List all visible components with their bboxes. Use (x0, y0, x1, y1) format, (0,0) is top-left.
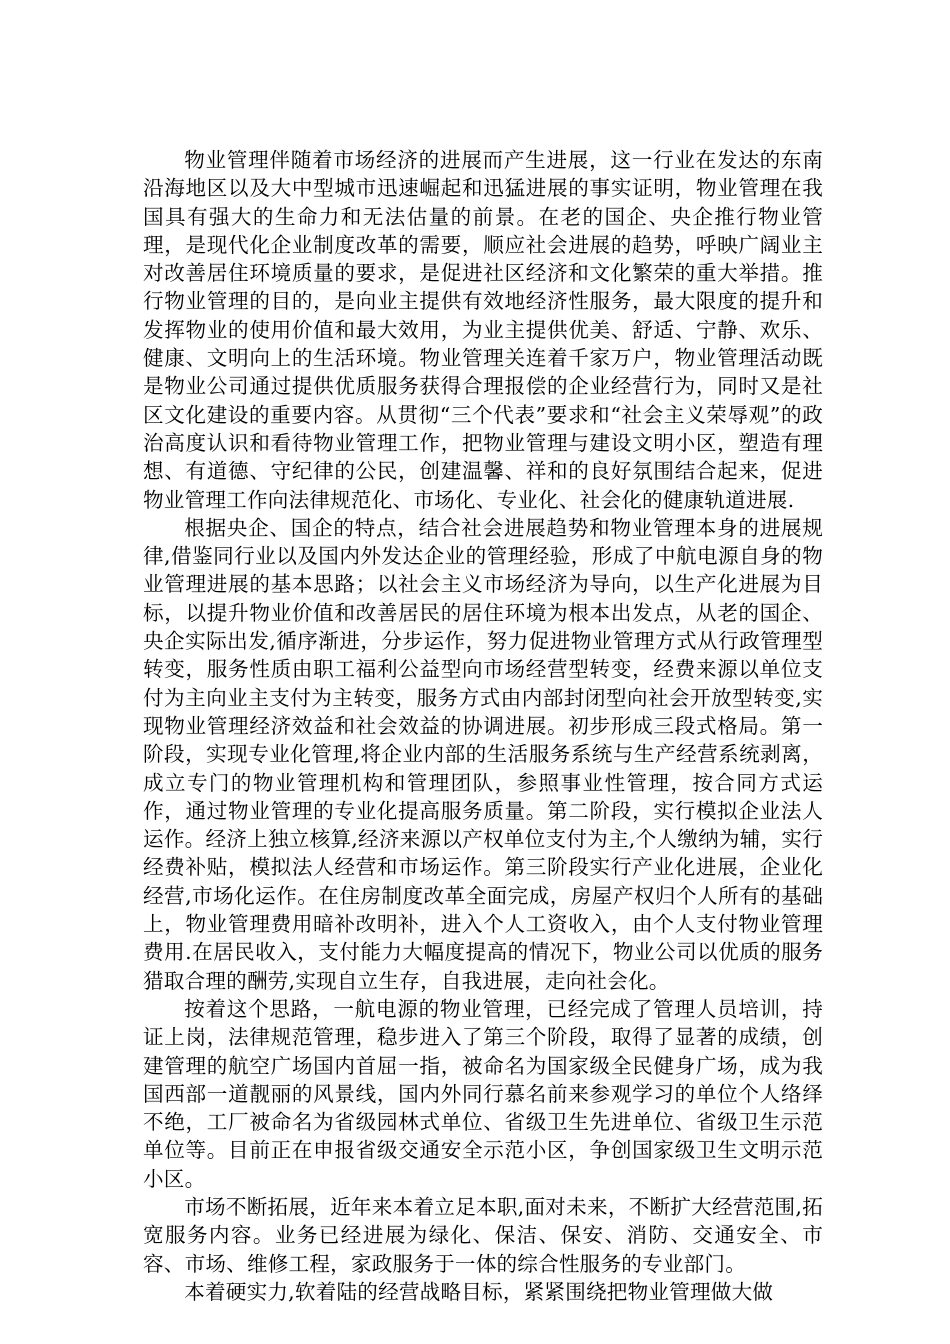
document-body (143, 146, 823, 1306)
paragraph-achievements: 按着这个思路，一航电源的物业管理，已经完成了管理人员培训，持证上岗，法律规范管理，稳步进入了第三个阶段，取得了显著的成绩，创建管理的航空广场国内首屈一指，被命名为国家级全民健身广场，成为我国西部一道靓丽的风景线，国内外同行慕名前来参观学习的单位个人络绎不绝，工厂被命名为省级园林式单位、省级卫生先进单位、省级卫生示范单位等。目前正在申报省级交通安全示范小区，争创国家级卫生文明示范小区。 (143, 996, 823, 1191)
paragraph-development-path: 根据央企、国企的特点，结合社会进展趋势和物业管理本身的进展规律,借鉴同行业以及国内外发达企业的管理经验，形成了中航电源自身的物业管理进展的基本思路；以社会主义市场经济为导向，以生产化进展为目标，以提升物业价值和改善居民的居住环境为根本出发点，从老的国企、央企实际出发,循序渐进，分步运作，努力促进物业管理方式从行政管理型转变，服务性质由职工福利公益型向市场经营型转变，经费来源以单位支付为主向业主支付为主转变，服务方式由内部封闭型向社会开放型转变,实现物业管理经济效益和社会效益的协调进展。初步形成三段式格局。第一阶段，实现专业化管理,将企业内部的生活服务系统与生产经营系统剥离，成立专门的物业管理机构和管理团队，参照事业性管理，按合同方式运作，通过物业管理的专业化提高服务质量。第二阶段，实行模拟企业法人运作。经济上独立核算,经济来源以产权单位支付为主,个人缴纳为辅，实行经费补贴，模拟法人经营和市场运作。第三阶段实行产业化进展，企业化经营,市场化运作。在住房制度改革全面完成，房屋产权归个人所有的基础上，物业管理费用暗补改明补，进入个人工资收入，由个人支付物业管理费用.在居民收入，支付能力大幅度提高的情况下，物业公司以优质的服务猎取合理的酬劳,实现自立生存，自我进展，走向社会化。 (143, 515, 823, 993)
paragraph-strategy: 本着硬实力,软着陆的经营战略目标，紧紧围绕把物业管理做大做 (184, 1279, 774, 1304)
paragraph-market-expansion: 市场不断拓展，近年来本着立足本职,面对未来，不断扩大经营范围,拓宽服务内容。业务已经进展为绿化、保洁、保安、消防、交通安全、市容、市场、维修工程，家政服务于一体的综合性服务的专业部门。 (143, 1194, 823, 1276)
paragraph-intro: 物业管理伴随着市场经济的进展而产生进展，这一行业在发达的东南沿海地区以及大中型城市迅速崛起和迅猛进展的事实证明，物业管理在我国具有强大的生命力和无法估量的前景。在老的国企、央企推行物业管理，是现代化企业制度改革的需要，顺应社会进展的趋势，呼映广阔业主对改善居住环境质量的要求，是促进社区经济和文化繁荣的重大举措。推行物业管理的目的，是向业主提供有效地经济性服务，最大限度的提升和发挥物业的使用价值和最大效用，为业主提供优美、舒适、宁静、欢乐、健康、文明向上的生活环境。物业管理关连着千家万户，物业管理活动既是物业公司通过提供优质服务获得合理报偿的企业经营行为，同时又是社区文化建设的重要内容。从贯彻“三个代表”要求和“社会主义荣辱观”的政治高度认识和看待物业管理工作，把物业管理与建设文明小区，塑造有理想、有道德、守纪律的公民，创建温馨、祥和的良好氛围结合起来，促进物业管理工作向法律规范化、市场化、专业化、社会化的健康轨道进展. (143, 148, 823, 512)
